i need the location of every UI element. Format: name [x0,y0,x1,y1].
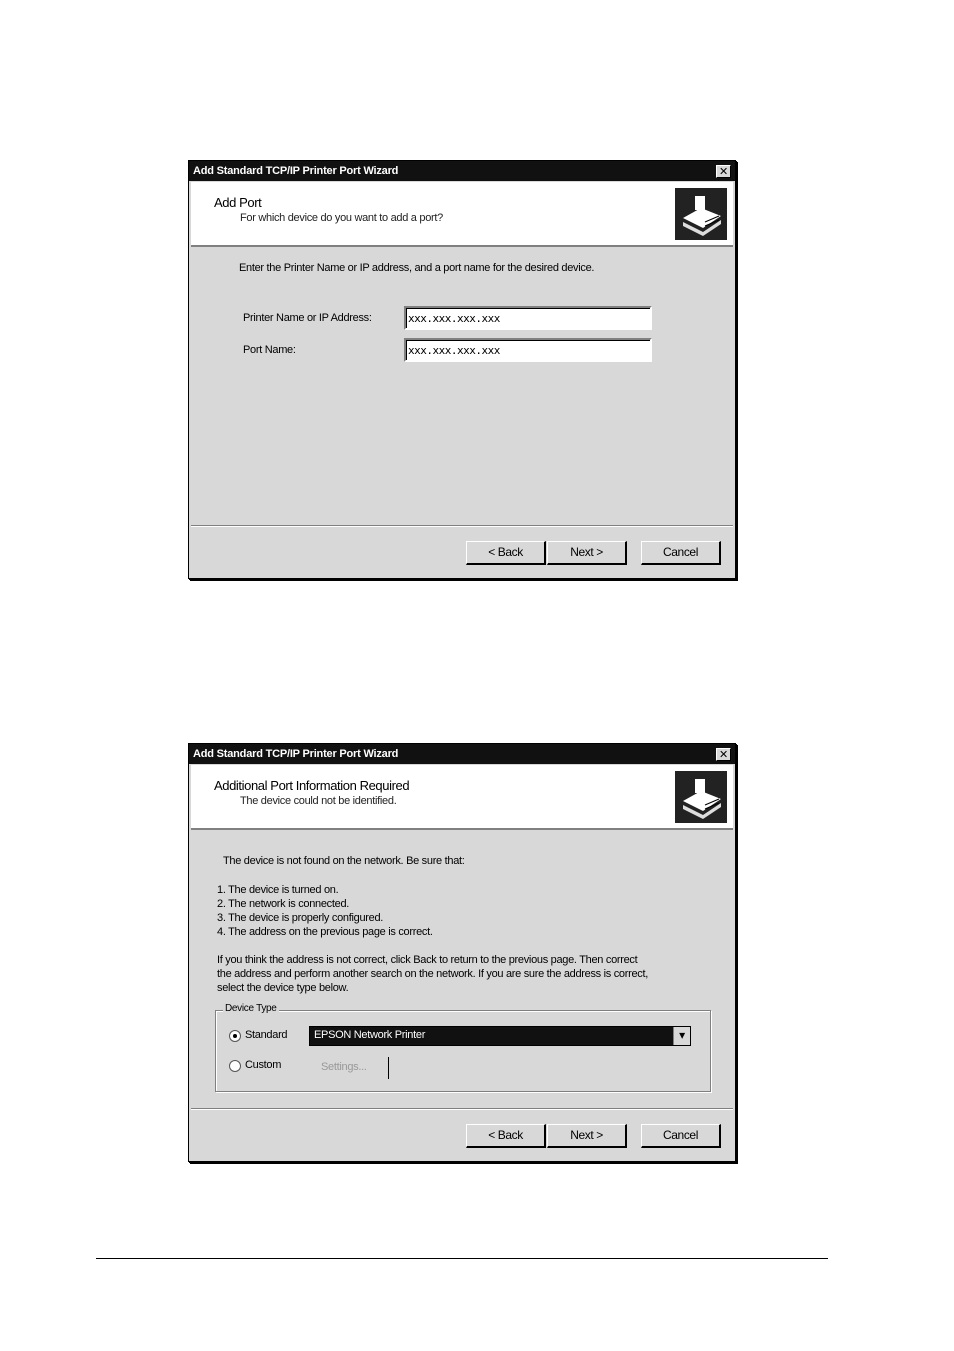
device-type-group [215,1010,711,1092]
settings-button-edge [388,1057,389,1079]
checklist-item: 1. The device is turned on. [217,884,339,896]
cancel-button[interactable]: Cancel [641,1124,721,1148]
footer-separator [191,1108,733,1110]
custom-radio[interactable] [229,1060,241,1072]
checklist-item: 4. The address on the previous page is correct. [217,926,433,938]
checklist-item: 3. The device is properly configured. [217,912,384,924]
title-bar [189,744,735,764]
title-bar [189,161,735,181]
checklist-item: 2. The network is connected. [217,898,350,910]
next-button[interactable]: Next > [547,541,627,565]
intro-text: The device is not found on the network. Be sure that: [223,855,465,867]
chevron-down-icon[interactable]: ▾ [673,1027,690,1045]
window-title: Add Standard TCP/IP Printer Port Wizard [193,165,399,177]
close-icon[interactable]: ✕ [716,748,731,761]
header-title: Add Port [214,195,262,210]
additional-port-info-dialog [188,743,736,1162]
wizard-header [191,765,733,830]
instructions-line-3: select the device type below. [217,982,349,994]
header-subtitle: The device could not be identified. [240,795,397,807]
printer-name-label: Printer Name or IP Address: [243,312,372,324]
instructions-line-2: the address and perform another search on the network. If you are sure the address is correct, [217,968,648,980]
footer-separator [191,525,733,527]
cancel-button[interactable]: Cancel [641,541,721,565]
wizard-header [191,182,733,247]
back-button[interactable]: < Back [466,1124,546,1148]
header-subtitle: For which device do you want to add a port? [240,212,443,224]
device-type-legend: Device Type [225,1003,277,1014]
printer-wizard-icon [675,188,727,240]
next-button[interactable]: Next > [547,1124,627,1148]
standard-label: Standard [245,1029,288,1041]
port-name-label: Port Name: [243,344,296,356]
port-name-input[interactable]: xxx.xxx.xxx.xxx [404,338,652,362]
standard-device-select[interactable] [309,1026,691,1046]
printer-wizard-icon [675,771,727,823]
back-button[interactable]: < Back [466,541,546,565]
custom-label: Custom [245,1059,282,1071]
close-icon[interactable]: ✕ [716,165,731,178]
standard-device-value: EPSON Network Printer [314,1029,426,1041]
page-footer-rule [96,1258,828,1259]
header-title: Additional Port Information Required [214,778,410,793]
standard-radio[interactable] [229,1030,241,1042]
settings-button[interactable]: Settings... [321,1061,367,1073]
add-port-dialog [188,160,736,579]
printer-name-input[interactable]: xxx.xxx.xxx.xxx [404,306,652,330]
window-title: Add Standard TCP/IP Printer Port Wizard [193,748,399,760]
instructions-line-1: If you think the address is not correct, click Back to return to the previous page. Then correct [217,954,638,966]
intro-text: Enter the Printer Name or IP address, and a port name for the desired device. [239,262,595,274]
